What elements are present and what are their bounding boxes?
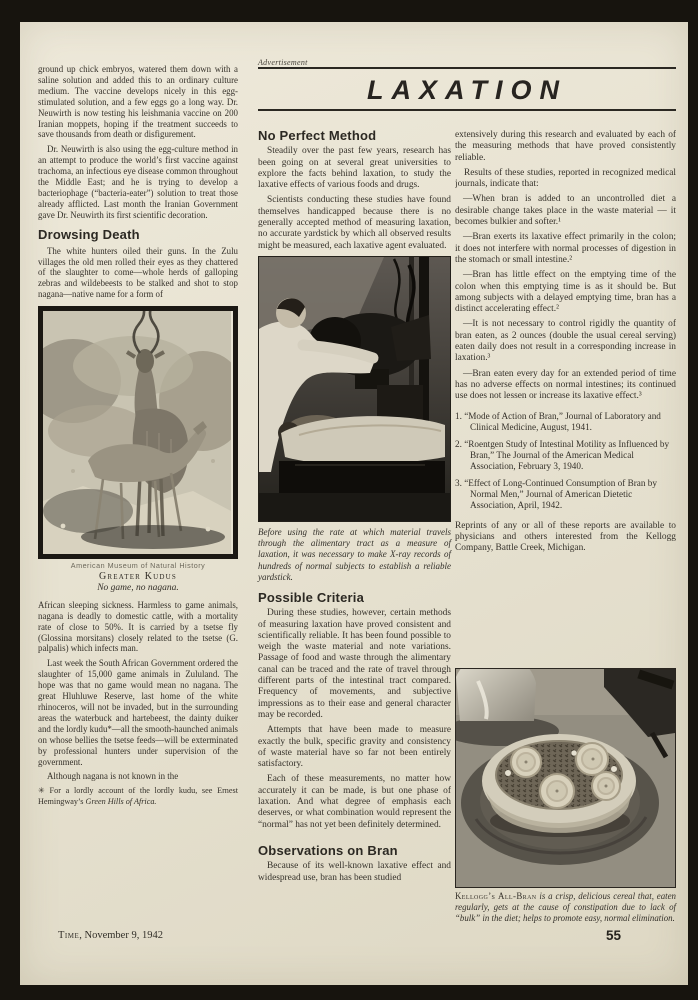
article-paragraph: African sleeping sickness. Harmless to game animals, nagana is deadly to domestic cattle, with a mortality rate of close to 50%. It is carried by a tsetse fly (Glossina morsitans) closely related to the tsetse (G. palpalis) which infects man. [38,599,238,654]
ad-paragraph: Attempts that have been made to measure exactly the bulk, specific gravity and consistency of waste material have so far not been entirely satisfactory. [258,725,451,770]
reprints-note: Reprints of any or all of these reports are available to physicians and others interested from the Kellogg Company, Battle Creek, Michigan. [455,520,676,554]
ad-paragraph: Scientists conducting these studies have found themselves handicapped because there is no generally accepted method of measuring laxation, no accurate yardstick by which all observed results might be measured, each laxative agent evaluated. [258,195,451,251]
editorial-column [38,64,238,811]
magazine-page [20,22,688,985]
ad-finding-item: —Bran has little effect on the emptying time of the colon when this emptying time is as it should be. But among subjects with a delayed emptying time, bran has a distinct accelerating effect.² [455,270,676,315]
ad-paragraph: extensively during this research and evaluated by each of the measuring methods that have proved consistently reliable. [455,130,676,163]
article-paragraph: Although nagana is not known in the [47,771,179,782]
divider [258,67,676,69]
reference-list [455,411,676,511]
article-paragraph: Last week the South African Government ordered the slaughter of 15,000 game animals in Zululand. The hope was that no game would mean no nagana. The great Hluhluwe Reserve, last home of the white rhinoceros, will not be invaded, but in the surrounding areas the waterbuck and hartebeest, the dainty duiker and the lordly kudu*—all the smooth-haunched animals on whose bellies the tsetse feeds—will be exterminated by professional hunters under supervision of the government. [38,658,238,767]
issue-date: , November 9, 1942 [79,930,163,941]
cereal-bowl-caption [455,891,676,925]
ad-paragraph: Results of these studies, reported in recognized medical journals, indicate that: [455,167,676,190]
divider [258,109,676,111]
reference-item: 1. “Mode of Action of Bran,” Journal of Laboratory and Clinical Medicine, August, 1941. [455,410,661,432]
ad-paragraph: Each of these measurements, no matter how accurately it can be made, is but one phase of laxation. And what degree of emphasis each deserves, or what combination would represent the “normal” has not yet been definitely determined. [258,774,451,830]
article-paragraph: Dr. Neuwirth is also using the egg-culture method in an attempt to produce the world’s first vaccine against trachoma, an infectious eye disease common throughout the Middle East; and he is trying to develop a bacteriophage (“bacteria-eater”) solution to treat those already afflicted. Last month the Iranian Government gave Dr. Neuwirth its first scientific decoration. [38,144,238,220]
article-paragraph: The white hunters oiled their guns. In the Zulu villages the old men rolled their eyes as they chattered of the slaughter to come—whole herds of galloping zebras and wildebeests to be stalked and shot to stop nagana—native name for a form of [38,245,238,300]
brand-name: Kellogg’s All-Bran [455,891,537,901]
kudu-photo [38,306,238,594]
xray-photo-illustration [259,257,450,521]
section-heading-drowsing-death: Drowsing Death [38,226,140,242]
reference-item: 3. “Effect of Long-Continued Consumption of Bran by Normal Men,” Journal of American Dietetic Association, April, 1942. [455,477,657,510]
photo-title: Greater Kudus [98,571,178,583]
cereal-bowl-photo [455,668,676,888]
kudu-photo-illustration [43,311,231,554]
section-heading-possible-criteria: Possible Criteria [258,589,364,605]
ad-headline: LAXATION [367,74,567,105]
caption-text: is a crisp, delicious cereal that, eaten regularly, gets at the cause of constipation due to lack of “bulk” in the diet; helps to promote easy, normal elimination. [455,891,676,924]
ad-paragraph: During these studies, however, certain methods of measuring laxation have proved consistent and scientifically reliable. It has been found possible to weigh the waste material and note variations. Passage of food and waste through the alimentary canal can be traced and the rate of travel through different parts of the intestinal tract compared. Frequency of movements, and subjective impressions as to their ease and general character may be recorded. [258,608,451,720]
xray-photo-frame [258,256,451,522]
ad-column-right [455,130,676,670]
xray-caption: Before using the rate at which material travels through the alimentary tract as a measure of laxation, it was necessary to make X-ray records of hundreds of normal subjects to establish a reliable yardstick. [258,526,451,582]
footnote-text: ✳ For a lordly account of the lordly kudu, see Ernest Hemingway’s [38,786,238,806]
ad-paragraph: Because of its well-known laxative effect and widespread use, bran has been studied [258,861,451,883]
ad-finding-item: —When bran is added to an uncontrolled diet a desirable change takes place in the waste material — it becomes bulkier and softer.¹ [455,194,676,228]
article-paragraph: ground up chick embryos, watered them down with a saline solution and added this to an ordinary culture medium. The vaccine develops nicely in this egg-stimulated solution, and a few eggs go a long way. Dr. Neuwirth is now testing his leishmania vaccine on 200 Iranian moppets, hoping if the treatment succeeds to save thousands from death or disfigurement. [38,64,238,140]
ad-finding-item: —Bran eaten every day for an extended period of time has no adverse effects on normal intestines; its continued use does not lessen or increase its laxative effect.³ [455,368,676,402]
issue-folio [58,930,163,941]
magazine-name: Time [58,930,80,941]
advertisement-header [258,58,676,111]
xray-photo [258,256,451,522]
footnote [38,786,238,807]
ad-column-left [258,130,451,888]
cereal-bowl-photo-frame [455,668,676,888]
advertisement-label: Advertisement [258,58,308,67]
footnote-book-title: Green Hills of Africa. [85,796,157,806]
ad-paragraph: Steadily over the past few years, research has been going on at several great universities to explore the facts behind laxation, to study the laxative effects of various foods and drugs. [258,146,451,191]
photo-caption: No game, no nagana. [97,582,179,593]
kudu-photo-frame [38,306,238,559]
page-number: 55 [606,928,622,943]
section-heading-observations-on-bran: Observations on Bran [258,842,398,858]
ad-finding-item: —Bran exerts its laxative effect primarily in the colon; it does not interfere with normal processes of digestion in the stomach or small intestine.² [455,232,676,265]
cereal-bowl-illustration [456,669,675,887]
reference-item: 2. “Roentgen Study of Intestinal Motility as Influenced by Bran,” The Journal of the American Medical Association, February 3, 1940. [455,438,670,471]
section-heading-no-perfect-method: No Perfect Method [258,128,377,143]
photo-credit: American Museum of Natural History [70,561,206,571]
ad-finding-item: —It is not necessary to control rigidly the quantity of bran eaten, as 2 ounces (double the usual cereal serving) eaten daily does not result in a corresponding increase in laxation.³ [455,319,676,364]
